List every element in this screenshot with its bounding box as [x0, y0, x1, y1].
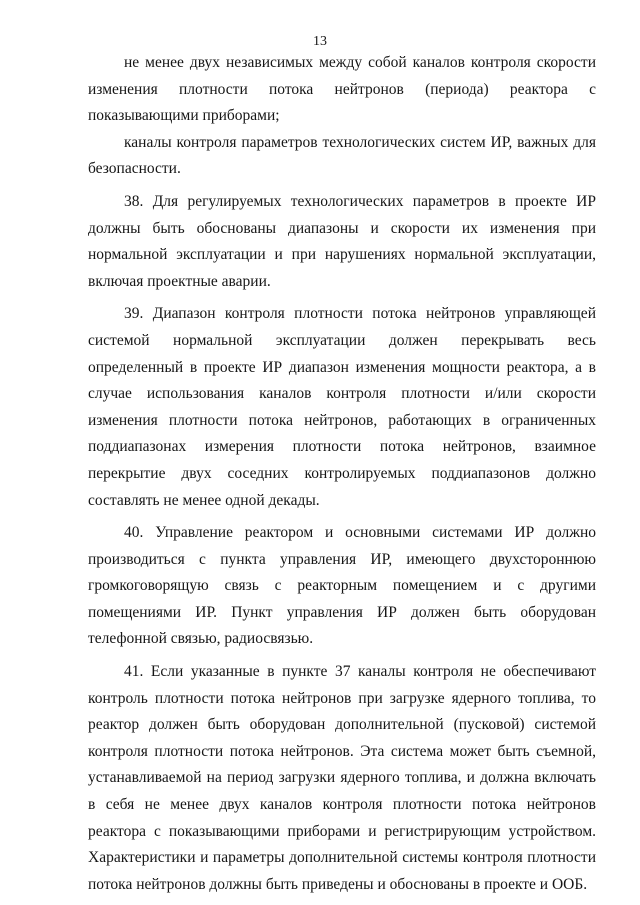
paragraph-38: 38. Для регулируемых технологических параметров в проекте ИР должны быть обоснованы диапазоны и скорости их изменения при нормальной эксплуатации и при нарушениях нормальной эксплуатации, включая проектные аварии. [88, 192, 596, 290]
paragraph-41: 41. Если указанные в пункте 37 каналы контроля не обеспечивают контроль плотности потока нейтронов при загрузке ядерного топлива, то реактор должен быть оборудован дополнительной (пусковой) системой контроля плотности потока нейтронов. Эта система может быть съемной, устанавливаемой на период загрузки ядерного топлива, и должна включать в себя не менее двух каналов контроля плотности потока нейтронов реактора с показывающими приборами и регистрирующим устройством. Характеристики и параметры дополнительной системы контроля плотности потока нейтронов должны быть приведены и обоснованы в проекте и ООБ. [88, 663, 596, 893]
paragraph-39: 39. Диапазон контроля плотности потока нейтронов управляющей системой нормальной эксплуатации должен перекрывать весь определенный в проекте ИР диапазон изменения мощности реактора, а в случае использования каналов контроля плотности и/или скорости изменения плотности потока нейтронов, работающих в ограниченных поддиапазонах измерения плотности потока нейтронов, взаимное перекрытие двух соседних контролируемых поддиапазонов должно составлять не менее одной декады. [88, 305, 596, 509]
page-number: 13 [313, 34, 327, 49]
paragraph-channels-tech-systems: каналы контроля параметров технологических систем ИР, важных для безопасности. [88, 133, 596, 178]
document-body [88, 50, 596, 898]
paragraph-channels-period: не менее двух независимых между собой каналов контроля скорости изменения плотности потока нейтронов (периода) реактора с показывающими приборами; [88, 54, 596, 125]
paragraph-40: 40. Управление реактором и основными системами ИР должно производиться с пункта управления ИР, имеющего двухстороннюю громкоговорящую связь с реакторным помещением и с другими помещениями ИР. Пункт управления ИР должен быть оборудован телефонной связью, радиосвязью. [88, 524, 596, 648]
